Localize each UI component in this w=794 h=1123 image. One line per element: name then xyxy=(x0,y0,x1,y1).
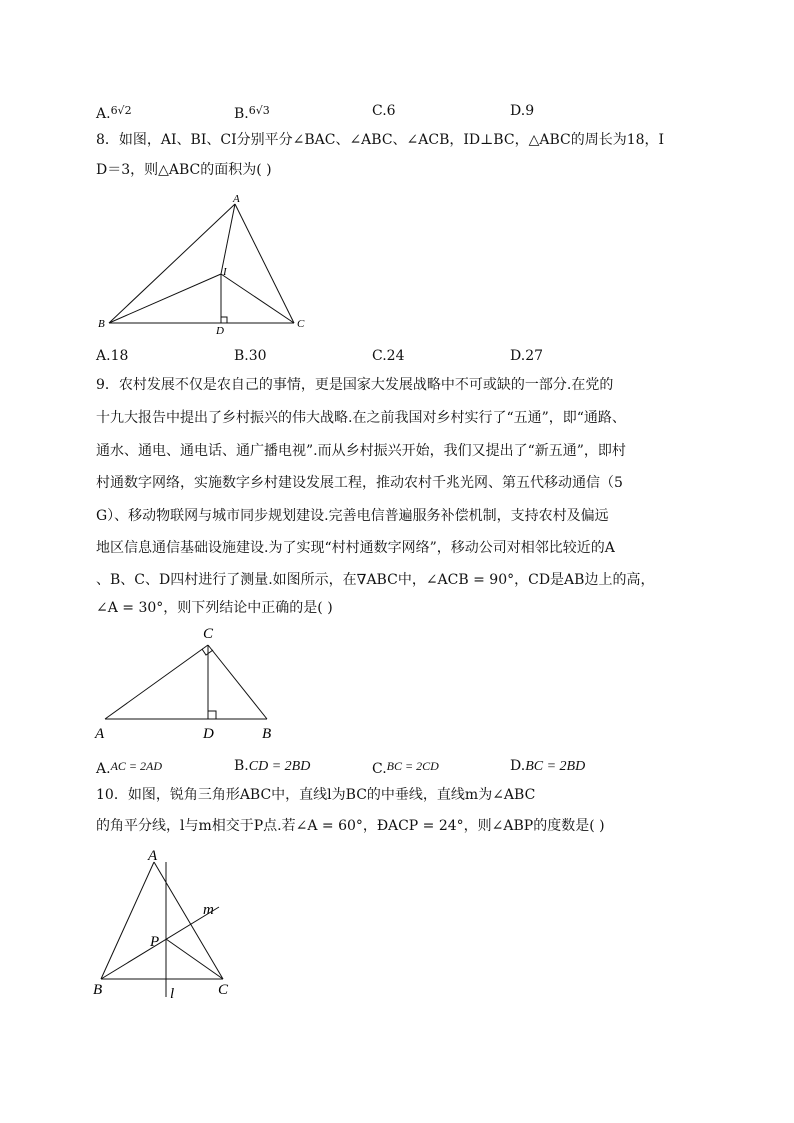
q8-option-c: C.24 xyxy=(372,348,405,364)
q10-triangle-figure xyxy=(92,842,242,1002)
q9-stem-line-7: 、B、C、D四村进行了测量.如图所示，在∇ABC中，∠ACB = 90°，CD是AB边上的高， xyxy=(96,572,655,588)
q9-stem-line-6: 地区信息通信基础设施建设.为了实现“村村通数字网络”，移动公司对相邻比较近的A xyxy=(96,540,615,556)
q7-option-b: B.$^{6√3}$ xyxy=(234,104,270,122)
q8-option-a: A.18 xyxy=(96,348,129,364)
q10-label-b: B xyxy=(93,982,103,998)
q8-side-ac xyxy=(235,204,294,323)
q7-option-c: C.6 xyxy=(372,103,396,119)
q10-segment-pc xyxy=(166,939,223,979)
q8-option-d: D.27 xyxy=(510,348,544,364)
q8-right-angle-mark xyxy=(221,317,227,323)
q8-label-a: A xyxy=(233,193,240,205)
q10-stem-line-2: 的角平分线，l与m相交于P点.若∠A = 60°，ÐACP = 24°，则∠ABP的度数是( ) xyxy=(96,818,605,834)
q9-right-triangle-figure xyxy=(92,622,282,744)
q9-label-b: B xyxy=(262,726,272,742)
q7-option-d: D.9 xyxy=(510,103,535,119)
q9-option-c: C.BC = 2CD xyxy=(372,759,439,777)
q9-stem-line-8: ∠A = 30°，则下列结论中正确的是( ) xyxy=(96,600,333,616)
q9-label-a: A xyxy=(95,726,105,742)
q7-option-a: A.$^{6√2}$ xyxy=(96,104,132,122)
q9-stem-line-4: 村通数字网络，实施数字乡村建设发展工程，推动农村千兆光网、第五代移动通信（5 xyxy=(96,475,623,491)
q10-stem-line-1: 10．如图，锐角三角形ABC中，直线l为BC的中垂线，直线m为∠ABC xyxy=(96,787,536,803)
q8-segment-ci xyxy=(221,274,294,323)
q9-side-ac xyxy=(105,645,208,719)
q8-side-ab xyxy=(109,204,235,323)
q10-side-ab xyxy=(101,862,154,979)
q9-label-c: C xyxy=(203,626,214,642)
q9-label-d: D xyxy=(203,726,214,742)
q8-triangle-figure xyxy=(96,192,316,340)
q10-side-ac xyxy=(154,862,223,979)
q8-stem-line-2: D＝3，则△ABC的面积为( ) xyxy=(96,162,272,178)
q10-label-m: m xyxy=(203,902,214,918)
q9-stem-line-3: 通水、通电、通电话、通广播电视”.而从乡村振兴开始，我们又提出了“新五通”，即村 xyxy=(96,443,626,459)
q9-right-angle-mark-d xyxy=(208,711,216,719)
q10-label-l: l xyxy=(170,986,175,1002)
q9-option-d: D.BC = 2BD xyxy=(510,758,586,774)
q10-label-c: C xyxy=(218,982,229,998)
q8-label-i: I xyxy=(223,266,227,278)
q9-stem-line-1: 9．农村发展不仅是农自己的事情，更是国家大发展战略中不可或缺的一部分.在党的 xyxy=(96,377,614,393)
q8-segment-bi xyxy=(109,274,221,323)
q8-label-b: B xyxy=(98,318,105,330)
q10-label-a: A xyxy=(148,848,158,864)
q9-stem-line-2: 十九大报告中提出了乡村振兴的伟大战略.在之前我国对乡村实行了“五通”，即“通路、 xyxy=(96,410,626,426)
q8-label-d: D xyxy=(216,325,224,337)
q9-side-bc xyxy=(208,645,267,719)
q10-label-p: P xyxy=(150,934,160,950)
q8-option-b: B.30 xyxy=(234,348,267,364)
q9-stem-line-5: G）、移动物联网与城市同步规划建设.完善电信普遍服务补偿机制，支持农村及偏远 xyxy=(96,508,609,524)
q8-label-c: C xyxy=(297,318,305,330)
q9-option-a: A.AC = 2AD xyxy=(96,759,162,777)
q8-stem-line-1: 8．如图，AI、BI、CI分别平分∠BAC、∠ABC、∠ACB，ID⊥BC，△ABC的周长为18，I xyxy=(96,132,665,148)
q9-option-b: B.CD = 2BD xyxy=(234,758,311,774)
q8-segment-ai xyxy=(221,204,235,274)
